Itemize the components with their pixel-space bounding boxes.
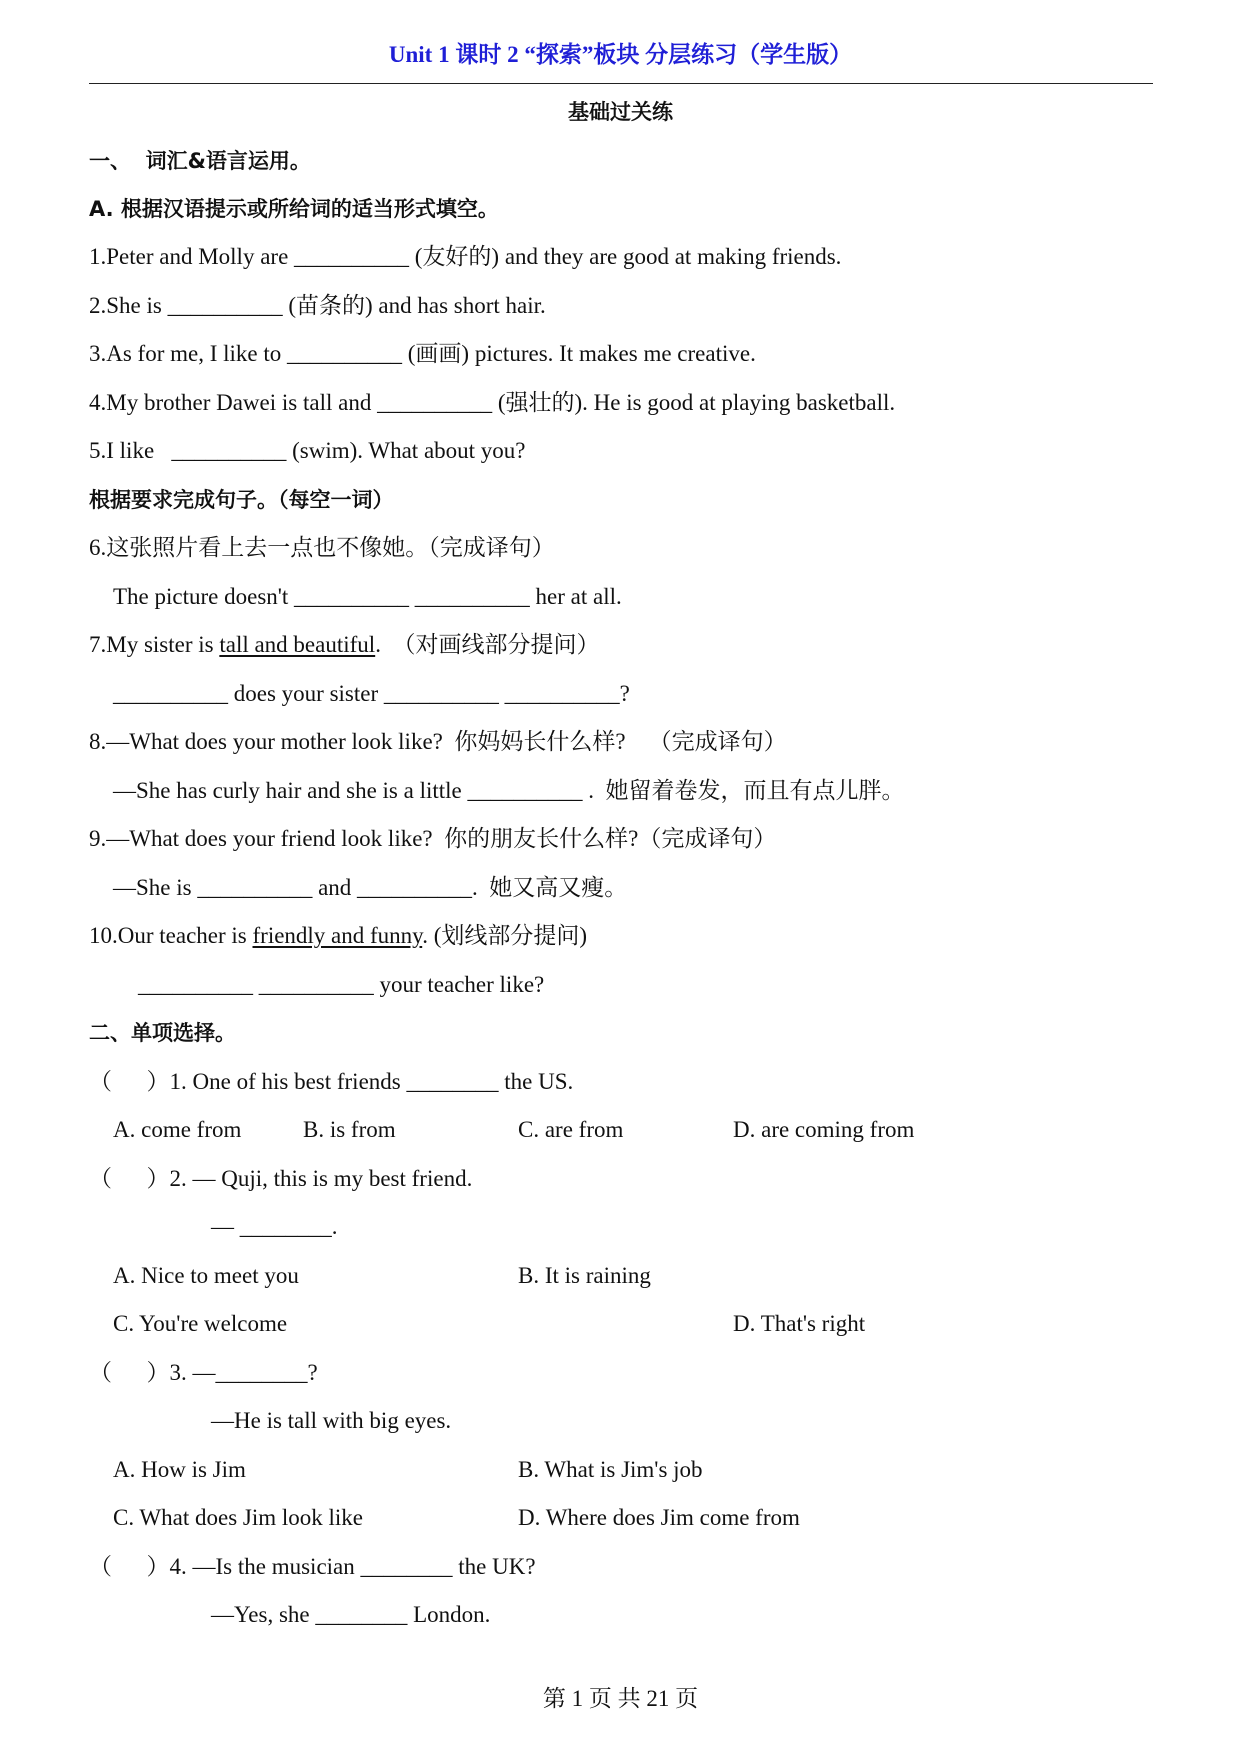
choice-1-option-d: D. are coming from	[733, 1117, 915, 1142]
choice-question-2: （ ）2. — Quji, this is my best friend.	[89, 1166, 473, 1191]
question-6-answer-line: The picture doesn't __________ __________ her at all.	[113, 584, 622, 609]
question-7-instruction: . （对画线部分提问）	[375, 632, 600, 657]
question-10-instruction: . (划线部分提问)	[422, 923, 588, 948]
question-7-text: 7.My sister is	[89, 632, 220, 657]
question-7	[89, 630, 599, 660]
choice-question-2-reply: — ________.	[211, 1214, 338, 1239]
question-1: 1.Peter and Molly are __________ (友好的) and they are good at making friends.	[89, 244, 842, 269]
question-5: 5.I like __________ (swim). What about you?	[89, 438, 526, 463]
choice-3-option-a: A. How is Jim	[113, 1457, 246, 1482]
choice-question-4-reply: —Yes, she ________ London.	[211, 1602, 491, 1627]
choice-2-option-c: C. You're welcome	[113, 1311, 288, 1336]
choice-2-option-a: A. Nice to meet you	[113, 1263, 299, 1288]
choice-question-3: （ ）3. —________?	[89, 1360, 318, 1385]
question-10	[89, 921, 587, 951]
choice-1-option-b: B. is from	[303, 1117, 396, 1142]
question-3: 3.As for me, I like to __________ (画画) pictures. It makes me creative.	[89, 341, 756, 366]
question-8: 8.—What does your mother look like? 你妈妈长什么样? （完成译句）	[89, 729, 787, 754]
choice-3-option-c: C. What does Jim look like	[113, 1505, 364, 1530]
question-9-answer-line: —She is __________ and __________. 她又高又瘦。	[113, 875, 628, 900]
part1-sub-a: A. 根据汉语提示或所给词的适当形式填空。	[89, 197, 499, 221]
choice-1-option-c: C. are from	[518, 1117, 624, 1142]
question-10-text: 10.Our teacher is	[89, 923, 253, 948]
choice-3-option-d: D. Where does Jim come from	[518, 1505, 800, 1530]
question-10-answer-line: __________ __________ your teacher like?	[138, 972, 545, 997]
choice-3-option-b: B. What is Jim's job	[518, 1457, 703, 1482]
question-2: 2.She is __________ (苗条的) and has short hair.	[89, 293, 546, 318]
choice-question-4: （ ）4. —Is the musician ________ the UK?	[89, 1554, 536, 1579]
question-10-underlined: friendly and funny	[252, 923, 423, 948]
part1-sub-b: 根据要求完成句子。（每空一词）	[89, 488, 394, 512]
part2-heading: 二、单项选择。	[89, 1021, 236, 1045]
question-8-answer-line: —She has curly hair and she is a little __________ . 她留着卷发，而且有点儿胖。	[113, 778, 905, 803]
choice-2-option-b: B. It is raining	[518, 1263, 651, 1288]
question-9: 9.—What does your friend look like? 你的朋友长什么样?（完成译句）	[89, 826, 777, 851]
choice-1-option-a: A. come from	[113, 1117, 242, 1142]
header-divider	[89, 83, 1153, 84]
question-6: 6.这张照片看上去一点也不像她。（完成译句）	[89, 535, 555, 560]
part1-heading: 一、 词汇&语言运用。	[89, 149, 311, 173]
question-7-underlined: tall and beautiful	[219, 632, 376, 657]
page-number: 第 1 页 共 21 页	[542, 1686, 699, 1711]
section-title: 基础过关练	[568, 100, 673, 124]
page-header-title: Unit 1 课时 2 “探索”板块 分层练习（学生版）	[388, 42, 853, 67]
choice-2-option-d: D. That's right	[733, 1311, 866, 1336]
choice-question-1: （ ）1. One of his best friends ________ the US.	[89, 1069, 574, 1094]
question-4: 4.My brother Dawei is tall and __________ (强壮的). He is good at playing basketball.	[89, 390, 896, 415]
question-7-answer-line: __________ does your sister __________ __________?	[113, 681, 630, 706]
choice-question-3-reply: —He is tall with big eyes.	[211, 1408, 452, 1433]
